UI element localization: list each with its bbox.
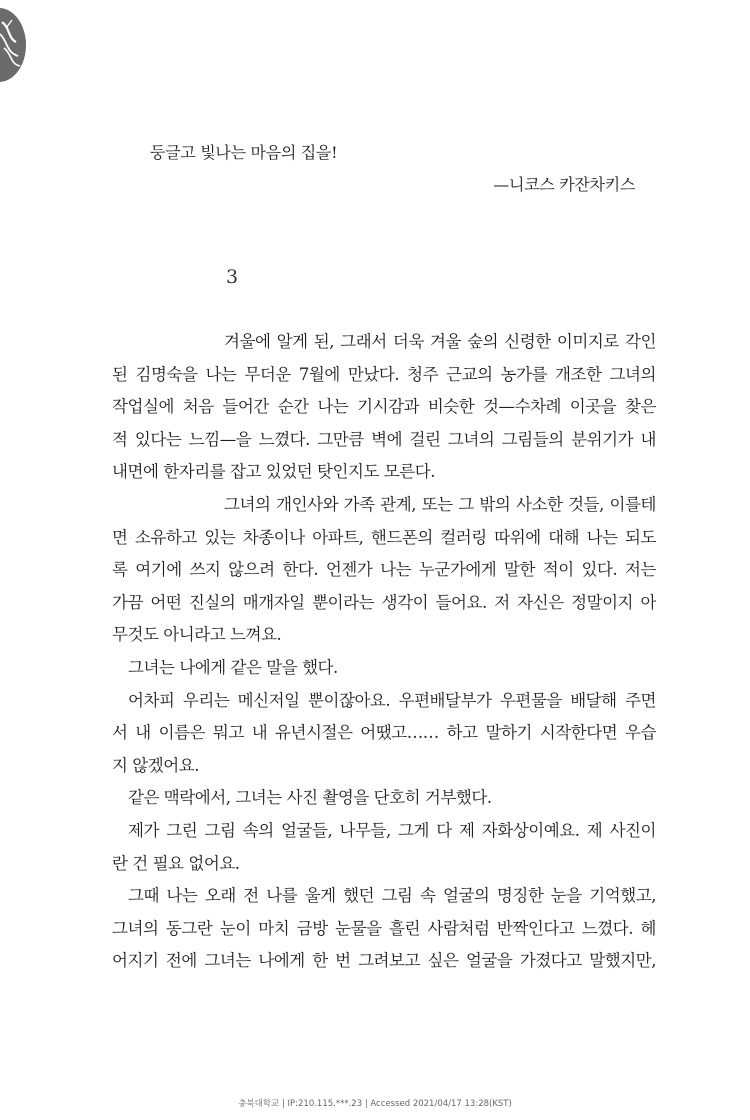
text-line: 그녀는 나에게 같은 말을 했다. xyxy=(128,657,338,677)
text-line: 작업실에 처음 들어간 순간 나는 기시감과 비슷한 것—수차례 이곳을 찾은 xyxy=(112,397,656,417)
text-line: 그녀의 동그란 눈이 마치 금방 눈물을 흘린 사람처럼 반짝인다고 느꼈다. 헤 xyxy=(112,918,656,938)
text-line: 지 않겠어요. xyxy=(112,755,200,775)
text-line: 어지기 전에 그녀는 나에게 한 번 그려보고 싶은 얼굴을 가졌다고 말했지만, xyxy=(112,951,656,971)
text-line: 어차피 우리는 메신저일 뿐이잖아요. 우편배달부가 우편물을 배달해 주면 xyxy=(128,690,656,710)
text-line: 면 소유하고 있는 차종이나 아파트, 핸드폰의 컬러링 따위에 대해 나는 되도 xyxy=(112,527,656,547)
text-line: 내면에 한자리를 잡고 있었던 탓인지도 모른다. xyxy=(112,462,436,482)
publisher-logo-icon xyxy=(0,8,26,82)
text-line: 록 여기에 쓰지 않으려 한다. 언젠가 나는 누군가에게 말한 적이 있다. 저는 xyxy=(112,560,656,580)
text-line: 란 건 필요 없어요. xyxy=(112,853,240,873)
text-line: 그때 나는 오래 전 나를 울게 했던 그림 속 얼굴의 명징한 눈을 기억했고, xyxy=(128,886,656,906)
text-line: 서 내 이름은 뭐고 내 유년시절은 어땠고…… 하고 말하기 시작한다면 우습 xyxy=(112,723,656,743)
text-line: 적 있다는 느낌—을 느꼈다. 그만큼 벽에 걸린 그녀의 그림들의 분위기가 내 xyxy=(112,429,656,449)
text-line: 그녀의 개인사와 가족 관계, 또는 그 밖의 사소한 것들, 이를테 xyxy=(224,494,656,514)
text-line: 된 김명숙을 나는 무더운 7월에 만났다. 청주 근교의 농가를 개조한 그녀의 xyxy=(112,364,656,384)
section-number: 3 xyxy=(226,266,239,288)
epigraph-quote: 둥글고 빛나는 마음의 집을! xyxy=(150,143,338,162)
body-text xyxy=(112,326,656,978)
epigraph-attribution: —니코스 카잔차키스 xyxy=(493,175,635,194)
text-line: 같은 맥락에서, 그녀는 사진 촬영을 단호히 거부했다. xyxy=(128,788,492,808)
text-line: 가끔 어떤 진실의 매개자일 뿐이라는 생각이 들어요. 저 자신은 정말이지 아 xyxy=(112,592,656,612)
text-line: 겨울에 알게 된, 그래서 더욱 겨울 숲의 신령한 이미지로 각인 xyxy=(224,332,656,351)
text-line: 무것도 아니라고 느껴요. xyxy=(112,625,282,645)
text-line: 제가 그린 그림 속의 얼굴들, 나무들, 그게 다 제 자화상이예요. 제 사진이 xyxy=(128,820,656,840)
access-footer: 충북대학교 | IP:210.115.***.23 | Accessed 2021/04/17 13:28(KST) xyxy=(238,1099,512,1109)
